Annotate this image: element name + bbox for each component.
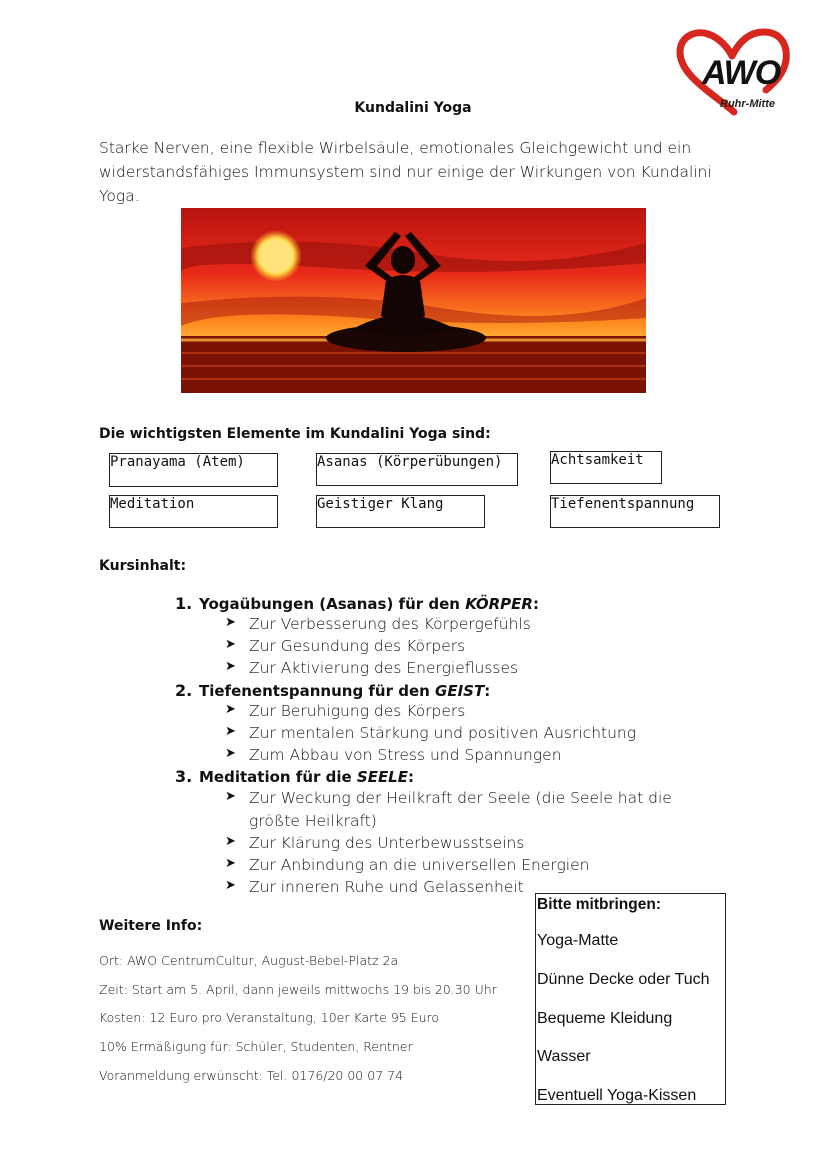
list-item: ➤ Zur Verbesserung des Körpergefühls: [225, 615, 531, 633]
section-3-title: 3. Meditation für die SEELE:: [175, 767, 414, 786]
element-box-tiefenentspannung: Tiefenentspannung: [550, 495, 720, 528]
list-item: ➤ Zur Beruhigung des Körpers: [225, 702, 466, 720]
bring-item: Dünne Decke oder Tuch: [537, 971, 710, 988]
arrow-bullet-icon: ➤: [225, 637, 236, 652]
arrow-bullet-icon: ➤: [225, 746, 236, 761]
list-item: ➤ Zur inneren Ruhe und Gelassenheit: [225, 878, 524, 896]
arrow-bullet-icon: ➤: [225, 789, 236, 804]
list-item: ➤ Zur Weckung der Heilkraft der Seele (die Seele hat die: [225, 789, 672, 807]
element-box-achtsamkeit: Achtsamkeit: [550, 451, 662, 484]
bring-heading: Bitte mitbringen:: [537, 896, 661, 913]
section-2-title: 2. Tiefenentspannung für den GEIST:: [175, 681, 491, 700]
info-time: Zeit: Start am 5. April, dann jeweils mittwochs 19 bis 20.30 Uhr: [99, 982, 497, 997]
list-item: ➤ Zur mentalen Stärkung und positiven Ausrichtung: [225, 724, 637, 742]
kurs-heading: Kursinhalt:: [99, 558, 187, 574]
info-registration: Voranmeldung erwünscht: Tel. 0176/20 00 07 74: [99, 1068, 404, 1083]
element-box-asanas: Asanas (Körperübungen): [316, 453, 518, 486]
bring-item: Yoga-Matte: [537, 932, 619, 949]
element-box-meditation: Meditation: [109, 495, 278, 528]
element-box-klang: Geistiger Klang: [316, 495, 485, 528]
info-heading: Weitere Info:: [99, 918, 203, 934]
element-box-pranayama: Pranayama (Atem): [109, 453, 278, 487]
arrow-bullet-icon: ➤: [225, 702, 236, 717]
list-item: ➤ Zur Aktivierung des Energieflusses: [225, 659, 519, 677]
bring-item: Wasser: [537, 1048, 591, 1065]
arrow-bullet-icon: ➤: [225, 834, 236, 849]
section-1-title: 1. Yogaübungen (Asanas) für den KÖRPER:: [175, 594, 539, 613]
arrow-bullet-icon: ➤: [225, 856, 236, 871]
arrow-bullet-icon: ➤: [225, 615, 236, 630]
sunset-yoga-image: [181, 208, 646, 393]
logo-text: AWO: [702, 54, 781, 92]
info-discount: 10% Ermäßigung für: Schüler, Studenten, Rentner: [99, 1039, 413, 1054]
list-item: ➤ Zur Klärung des Unterbewusstseins: [225, 834, 525, 852]
list-item-continuation: größte Heilkraft): [249, 812, 377, 830]
bring-item: Eventuell Yoga-Kissen: [537, 1087, 697, 1104]
page-title: Kundalini Yoga: [354, 100, 472, 116]
bring-box: [535, 893, 726, 1105]
list-item: ➤ Zum Abbau von Stress und Spannungen: [225, 746, 562, 764]
list-item: ➤ Zur Anbindung an die universellen Energien: [225, 856, 590, 874]
arrow-bullet-icon: ➤: [225, 659, 236, 674]
logo-subtitle: Ruhr-Mitte: [720, 98, 775, 110]
list-item: ➤ Zur Gesundung des Körpers: [225, 637, 466, 655]
arrow-bullet-icon: ➤: [225, 724, 236, 739]
arrow-bullet-icon: ➤: [225, 878, 236, 893]
info-location: Ort: AWO CentrumCultur, August-Bebel-Platz 2a: [99, 953, 399, 968]
bring-item: Bequeme Kleidung: [537, 1010, 673, 1027]
elements-heading: Die wichtigsten Elemente im Kundalini Yoga sind:: [99, 426, 491, 442]
intro-text: Starke Nerven, eine flexible Wirbelsäule, emotionales Gleichgewicht und ein widerstandsfähiges Immunsystem sind nur einige der Wirkungen von Kundalini Yoga.: [99, 139, 712, 205]
info-cost: Kosten: 12 Euro pro Veranstaltung, 10er Karte 95 Euro: [99, 1010, 440, 1025]
